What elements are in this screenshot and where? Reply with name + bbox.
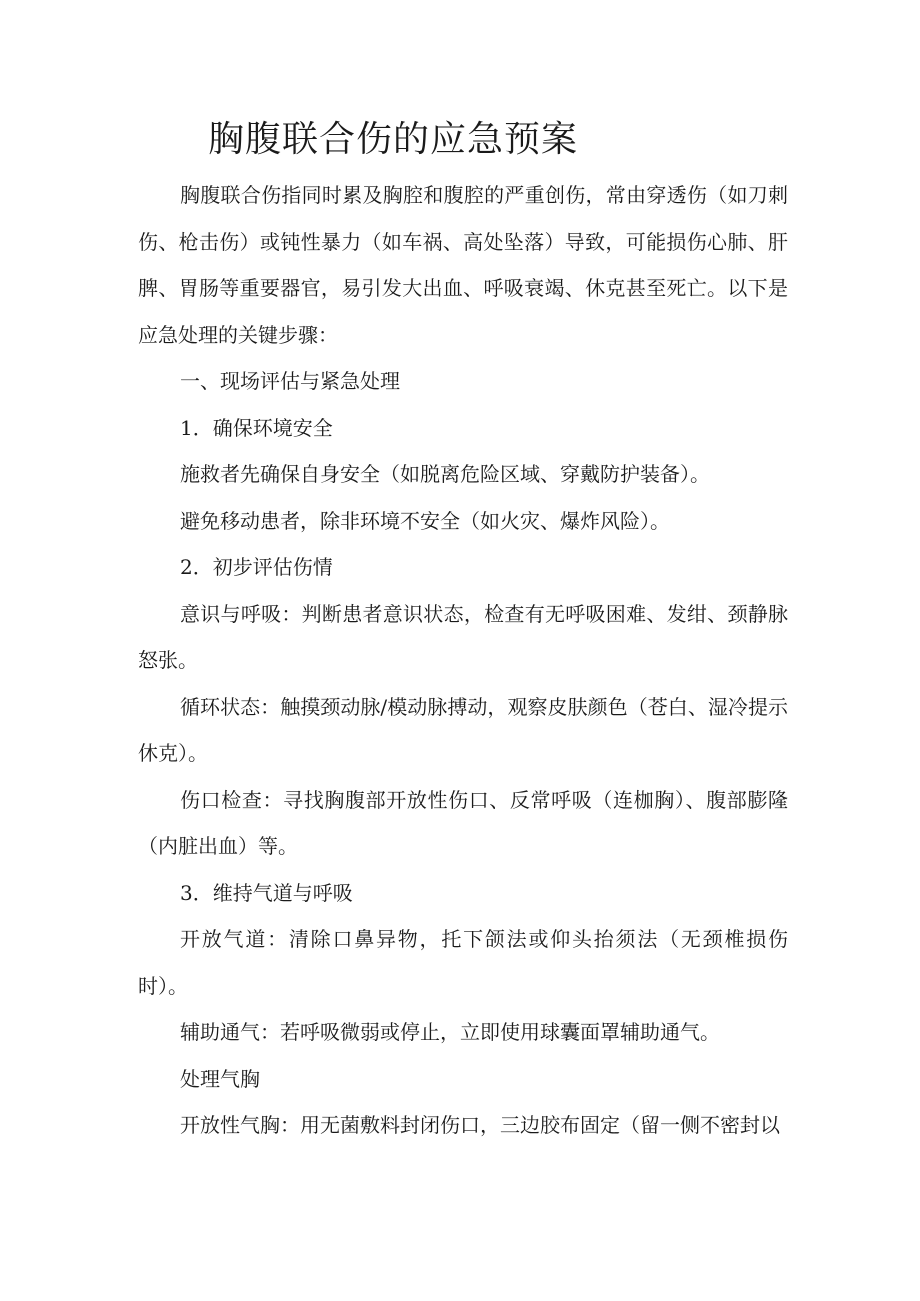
subsection-heading-1: 1．确保环境安全: [180, 415, 333, 440]
paragraph: 开放气道：清除口鼻异物，托下颌法或仰头抬须法（无颈椎损伤时）。: [138, 927, 788, 998]
section-heading-1: 一、现场评估与紧急处理: [180, 369, 400, 393]
paragraph: 辅助通气：若呼吸微弱或停止，立即使用球囊面罩辅助通气。: [180, 1020, 720, 1044]
paragraph-intro: 胸腹联合伤指同时累及胸腔和腹腔的严重创伤，常由穿透伤（如刀刺伤、枪击伤）或钝性暴力（如车祸、高处坠落）导致，可能损伤心肺、肝脾、胃肠等重要器官，易引发大出血、呼吸衰竭、休克甚至死亡。以下是应急处理的关键步骤：: [138, 183, 788, 347]
paragraph: 循环状态：触摸颈动脉/模动脉搏动，观察皮肤颜色（苍白、湿冷提示休克）。: [138, 694, 788, 765]
document-title: 胸腹联合伤的应急预案: [208, 119, 579, 160]
paragraph: 伤口检查：寻找胸腹部开放性伤口、反常呼吸（连枷胸）、腹部膨隆（内脏出血）等。: [138, 787, 788, 858]
document-body: [138, 172, 788, 1149]
paragraph: 意识与呼吸：判断患者意识状态，检查有无呼吸困难、发绀、颈静脉怒张。: [138, 601, 788, 672]
subsection-heading-3: 3．维持气道与呼吸: [180, 880, 353, 905]
paragraph: 开放性气胸：用无菌敷料封闭伤口，三边胶布固定（留一侧不密封以: [180, 1113, 780, 1137]
paragraph-heading: 处理气胸: [180, 1066, 260, 1091]
paragraph: 施救者先确保自身安全（如脱离危险区域、穿戴防护装备）。: [180, 462, 710, 486]
paragraph: 避免移动患者，除非环境不安全（如火灾、爆炸风险）。: [180, 508, 670, 533]
subsection-heading-2: 2．初步评估伤情: [180, 555, 333, 579]
